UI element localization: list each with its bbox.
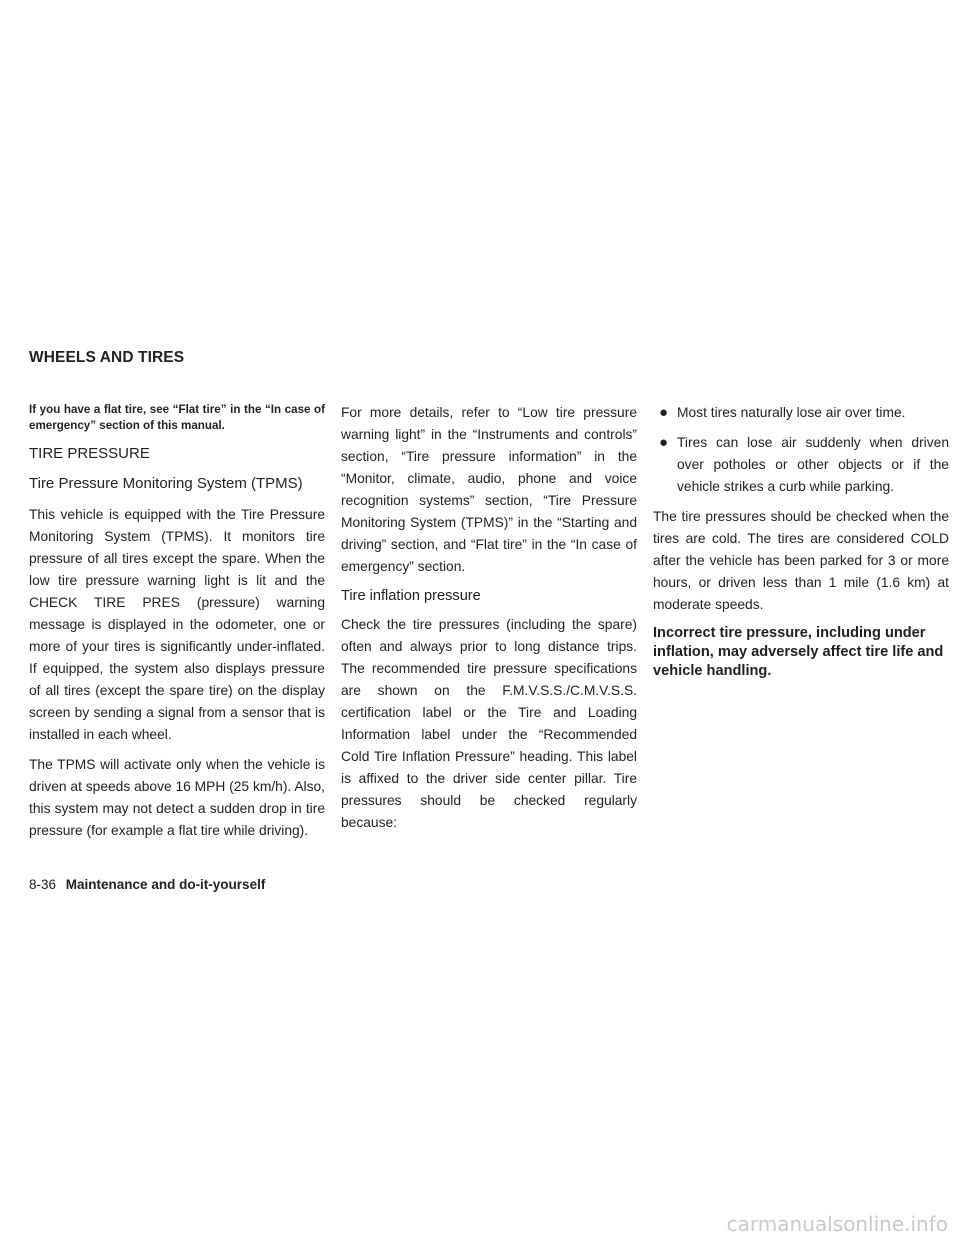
page-number: 8-36 — [29, 877, 57, 892]
list-item — [653, 402, 949, 424]
subheading-tpms: Tire Pressure Monitoring System (TPMS) — [29, 475, 303, 492]
inflation-paragraph: Check the tire pressures (including the spare) often and always prior to long distance trips. The recommended tire pressure specifications are shown on the F.M.V.S.S./C.M.V.S.S. certification label or the Tire and Loading Information label under the “Recommended Cold Tire Inflation Pressure” heading. This label is affixed to the driver side center pillar. Tire pressures should be checked regularly because: — [341, 617, 637, 830]
column-2 — [341, 402, 637, 842]
tpms-paragraph-2: The TPMS will activate only when the vehicle is driven at speeds above 16 MPH (25 km/h). Also, this system may not detect a sudden drop in tire pressure (for example a flat tire while driving). — [29, 757, 326, 838]
heading-tire-pressure: TIRE PRESSURE — [29, 445, 150, 462]
tpms-paragraph-1: This vehicle is equipped with the Tire Pressure Monitoring System (TPMS). It monitors tire pressure of all tires except the spare. When the low tire pressure warning light is lit and the CHECK TIRE PRES (pressure) warning message is displayed in the odometer, one or more of your tires is significantly under-inflated. If equipped, the system also displays pressure of all tires (except the spare tire) on the display screen by sending a signal from a sensor that is installed in each wheel. — [29, 507, 325, 742]
page-footer — [29, 877, 265, 892]
bullet-list — [653, 402, 949, 498]
column-1 — [29, 402, 325, 850]
chapter-title: Maintenance and do-it-yourself — [65, 877, 266, 892]
cold-tires-paragraph: The tire pressures should be checked when the tires are cold. The tires are considered COLD after the vehicle has been parked for 3 or more hours, or driven less than 1 mile (1.6 km) at moderate speeds. — [653, 509, 949, 612]
list-item — [653, 432, 949, 498]
bullet-text: Most tires naturally lose air over time. — [677, 405, 906, 420]
flat-tire-note: If you have a flat tire, see “Flat tire” in the “In case of emergency” section of this manual. — [29, 403, 325, 432]
bullet-icon: ● — [659, 434, 669, 451]
bullet-text: Tires can lose air suddenly when driven over potholes or other objects or if the vehicle strikes a curb while parking. — [677, 435, 949, 494]
heading-tire-inflation-pressure: Tire inflation pressure — [341, 588, 481, 604]
section-title: WHEELS AND TIRES — [29, 349, 185, 366]
details-paragraph: For more details, refer to “Low tire pressure warning light” in the “Instruments and controls” section, “Tire pressure information” in the “Monitor, climate, audio, phone and voice recognition systems” section, “Tire Pressure Monitoring System (TPMS)” in the “Starting and driving” section, and “Flat tire” in the “In case of emergency” section. — [341, 405, 637, 574]
column-3 — [653, 402, 949, 689]
bullet-icon: ● — [659, 404, 669, 421]
warning-text: Incorrect tire pressure, including under inflation, may adversely affect tire life and vehicle handling. — [653, 625, 944, 679]
watermark: carmanualsonline.info — [726, 1212, 948, 1236]
